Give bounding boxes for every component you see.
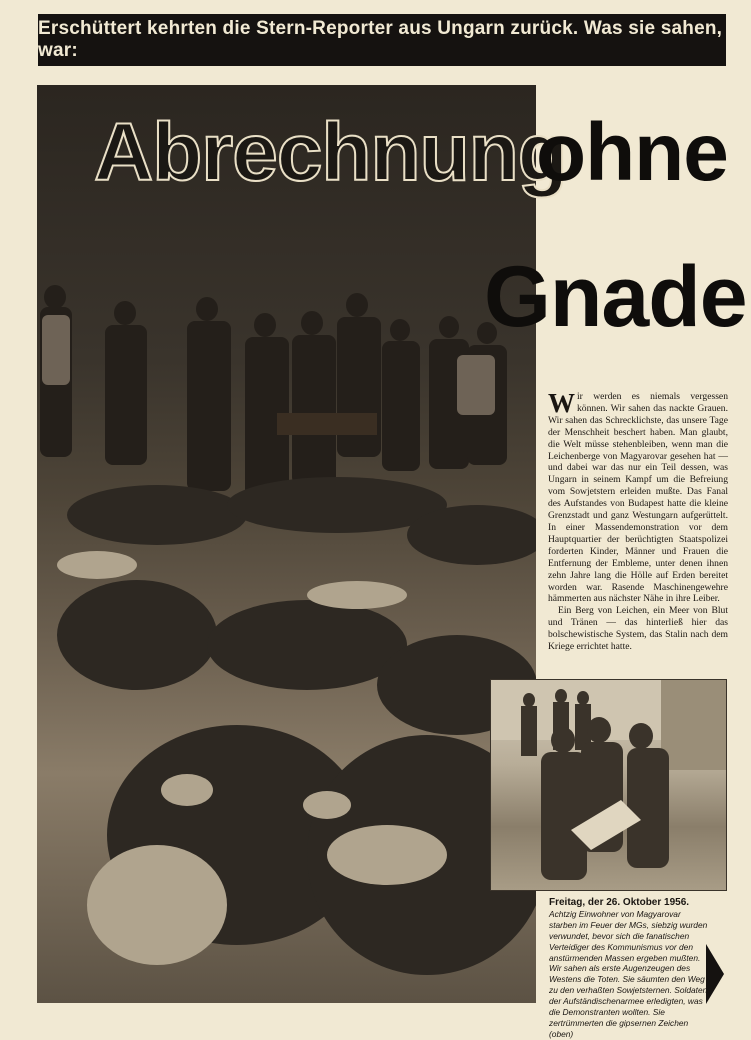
victims-figures	[37, 435, 536, 1003]
article-paragraph-1	[548, 388, 728, 605]
headline-word-1: Abrechnung	[94, 107, 567, 198]
next-page-arrow-icon	[706, 944, 724, 1004]
drop-cap: W	[548, 388, 575, 418]
article-paragraph-2: Ein Berg von Leichen, ein Meer von Blut und Tränen — das hinterließ hier das bolschewistische System, das Stalin nach dem Kriege errichtet hatte.	[548, 605, 728, 653]
soldiers-figures	[491, 680, 726, 890]
top-banner	[38, 14, 726, 66]
secondary-photo	[490, 679, 727, 891]
caption-text: Achtzig Einwohner von Magyarovar starben im Feuer der MGs, siebzig wurden verwundet, bevor sich die fanatischen Verteidiger des Kommunismus vor den anstürmenden Massen ergeben mußten. Wir sahen als erste Augenzeugen des Westens die Toten. Sie säumten den Weg zu den verhaßten Sowjetsternen. Soldaten der Aufständischenarmee erledigten, was die Demonstranten wollten. Sie zertrümmerten die gipsernen Zeichen (oben)	[549, 908, 708, 1039]
main-photo	[37, 85, 536, 1003]
caption-date: Freitag, der 26. Oktober 1956.	[549, 897, 690, 908]
headline-word-3: Gnade	[484, 249, 747, 345]
banner-text: Erschüttert kehrten die Stern-Reporter aus Ungarn zurück. Was sie sahen, war:	[38, 18, 723, 61]
photo-caption	[549, 897, 709, 1040]
article-column	[548, 388, 728, 653]
headline-word-2: ohne	[536, 107, 728, 198]
article-paragraph-1-text: ir werden es niemals vergessen können. Wir sahen das nackte Grauen. Wir sahen das Schrecklichste, das unsere Tage der Menschheit beschert haben. Man glaubt, die Welt müsse stehenbleiben, wenn man die Leichenberge von Magyarovar gesehen hat — und dabei war das nur ein Teil dessen, was Ungarn in seinem Kampf um die Befreiung vom Sowjetstern erleiden mußte. Das Fanal des Aufstandes von Budapest hatte die kleine Grenzstadt und ganz Westungarn aufgerüttelt. In einer Massendemonstration vor dem Hauptquartier der berüchtigten Staatspolizei forderten Kinder, Männer und Frauen die Entfernung der Embleme, unter denen ihnen zehn Jahre lang die Hölle auf Erden bereitet worden war. Rasende Maschinengewehre hämmerten aus nächster Nähe in ihre Leiber.	[548, 391, 728, 605]
